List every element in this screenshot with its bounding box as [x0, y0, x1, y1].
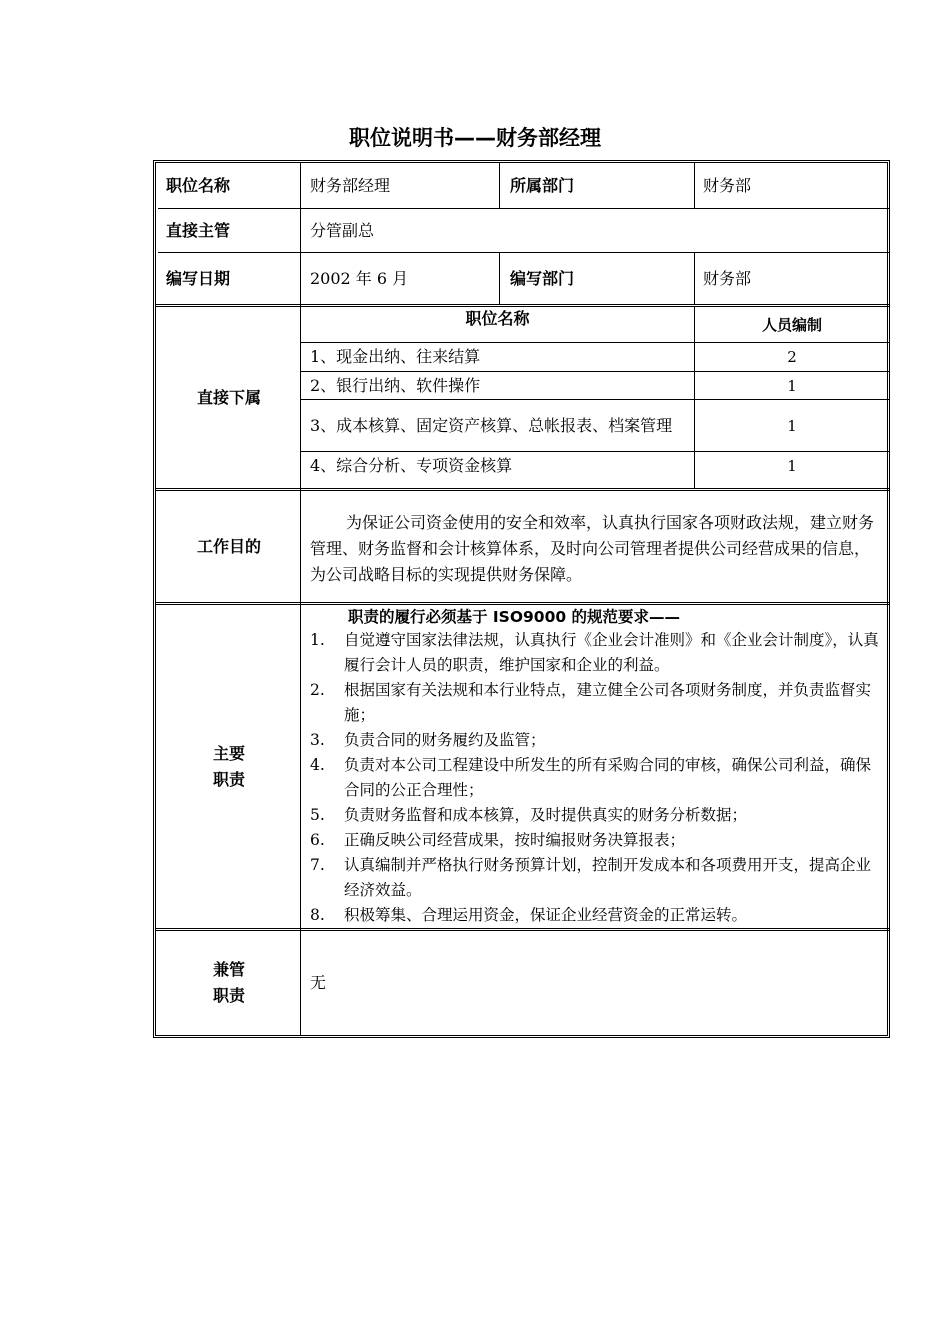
duty-text: 自觉遵守国家法律法规，认真执行《企业会计准则》和《企业会计制度》，认真履行会计人员的职责，维护国家和企业的利益。	[344, 631, 879, 674]
value-date: 2002 年 6 月	[310, 268, 409, 288]
rule	[499, 252, 500, 305]
subordinate-row-name: 1、现金出纳、往来结算	[310, 347, 481, 366]
list-item	[310, 728, 885, 753]
label-date: 编写日期	[166, 268, 231, 288]
rule	[694, 252, 695, 305]
subordinate-row-count: 2	[787, 348, 797, 366]
label-writing-dept: 编写部门	[510, 268, 575, 288]
duties-list	[310, 628, 885, 928]
label-part-time-duties: 兼管 职责	[212, 960, 245, 1005]
list-item	[310, 753, 885, 803]
value-position-name: 财务部经理	[310, 175, 391, 195]
subordinate-row-name: 2、银行出纳、软件操作	[310, 375, 481, 395]
duty-text: 负责合同的财务履约及监管；	[344, 731, 546, 749]
rule	[499, 163, 500, 209]
duty-text: 正确反映公司经营成果，按时编报财务决算报表；	[344, 831, 686, 849]
subordinate-row-name: 4、综合分析、专项资金核算	[310, 456, 513, 475]
duty-number: 3.	[310, 731, 325, 749]
duties-block	[310, 606, 885, 928]
duty-number: 7.	[310, 856, 325, 874]
duty-text: 负责对本公司工程建设中所发生的所有采购合同的审核，确保公司利益，确保合同的公正合理性；	[344, 756, 872, 799]
label-supervisor: 直接主管	[166, 220, 231, 240]
subordinate-row-count: 1	[787, 457, 797, 475]
list-item	[310, 678, 885, 728]
value-department: 财务部	[703, 175, 752, 195]
list-item	[310, 828, 885, 853]
subordinate-row-count: 1	[787, 376, 797, 395]
subordinate-row-count: 1	[787, 416, 797, 435]
duty-text: 积极筹集、合理运用资金，保证企业经营资金的正常运转。	[344, 906, 748, 924]
list-item	[310, 903, 885, 928]
duty-number: 2.	[310, 681, 325, 699]
label-purpose: 工作目的	[196, 536, 261, 556]
value-supervisor: 分管副总	[310, 220, 375, 240]
duty-number: 4.	[310, 756, 325, 774]
subordinates-header-name: 职位名称	[465, 309, 530, 328]
label-subordinates: 直接下属	[196, 387, 261, 407]
subordinates-header-count: 人员编制	[761, 315, 822, 334]
duty-number: 5.	[310, 806, 325, 824]
rule	[694, 163, 695, 209]
purpose-text: 为保证公司资金使用的安全和效率，认真执行国家各项财政法规，建立财务管理、财务监督和会计核算体系，及时向公司管理者提供公司经营成果的信息，为公司战略目标的实现提供财务保障。	[310, 513, 875, 584]
duties-heading: 职责的履行必须基于 ISO9000 的规范要求——	[348, 608, 681, 626]
duty-text: 负责财务监督和成本核算，及时提供真实的财务分析数据；	[344, 806, 748, 824]
label-department: 所属部门	[510, 175, 575, 195]
duty-text: 根据国家有关法规和本行业特点，建立健全公司各项财务制度，并负责监督实施；	[344, 681, 872, 724]
duty-number: 1.	[310, 631, 325, 649]
label-position-name: 职位名称	[166, 175, 231, 195]
list-item	[310, 628, 885, 678]
subordinate-row-name: 3、成本核算、固定资产核算、总帐报表、档案管理	[310, 416, 673, 435]
value-writing-dept: 财务部	[703, 268, 752, 288]
list-item	[310, 803, 885, 828]
rule	[300, 163, 301, 1035]
document-title: 职位说明书——财务部经理	[349, 126, 601, 150]
part-time-duties-value: 无	[310, 973, 327, 992]
duty-number: 8.	[310, 906, 325, 924]
duty-number: 6.	[310, 831, 325, 849]
duty-text: 认真编制并严格执行财务预算计划，控制开发成本和各项费用开支，提高企业经济效益。	[344, 856, 872, 899]
list-item	[310, 853, 885, 903]
label-main-duties: 主要 职责	[212, 743, 245, 789]
